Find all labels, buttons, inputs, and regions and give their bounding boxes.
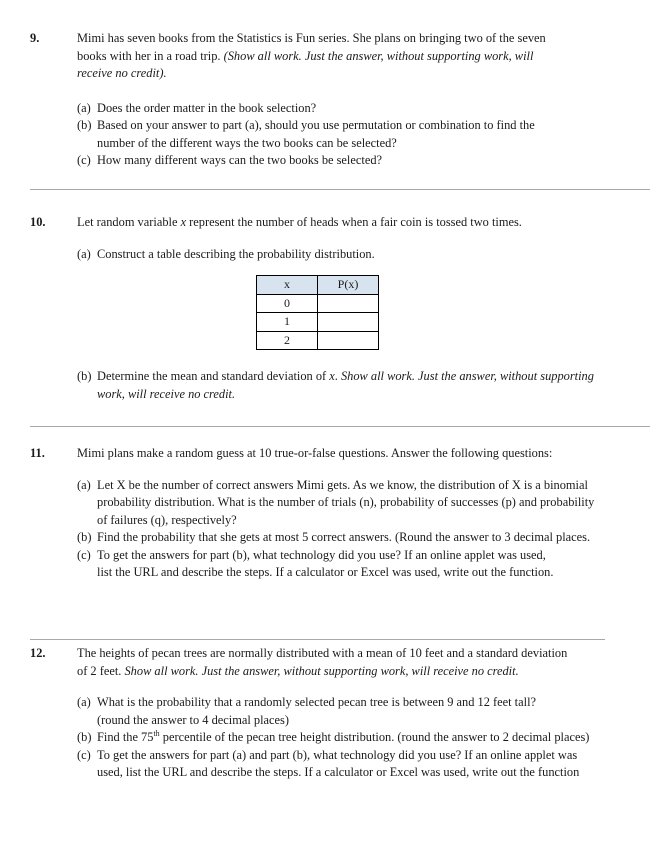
- subquestion-label: (a): [77, 477, 91, 492]
- subquestion-text: Determine the mean and standard deviation of: [97, 369, 330, 383]
- question-stem-line: [77, 65, 650, 83]
- column-header-px: P(x): [318, 276, 379, 295]
- stem-instruction: receive no credit).: [77, 66, 167, 80]
- subquestion-text: .: [334, 369, 341, 383]
- cell-x: 1: [257, 313, 318, 332]
- subquestion-b: [77, 117, 650, 152]
- subquestion-text: Let X be the number of correct answers Mimi gets. As we know, the distribution of X is a binomial: [97, 477, 588, 492]
- subquestion-variable: x: [329, 369, 335, 383]
- table-row: [257, 331, 379, 350]
- subquestion-text: Construct a table describing the probability distribution.: [97, 246, 375, 261]
- stem-text: represent the number of heads when a fair coin is tossed two times.: [186, 215, 522, 229]
- ordinal-suffix: th: [153, 728, 160, 738]
- stem-text: Let random variable: [77, 215, 181, 229]
- question-stem-line: [77, 214, 650, 232]
- subquestion-label: (c): [77, 747, 91, 762]
- subquestion-text: Does the order matter in the book selection?: [97, 100, 317, 115]
- table-row: [257, 313, 379, 332]
- stem-text: of 2 feet.: [77, 663, 125, 678]
- question-body: [77, 214, 650, 263]
- subquestion-b: [77, 529, 650, 547]
- subquestion-a: [77, 694, 650, 729]
- subquestion-label: (a): [77, 100, 91, 115]
- subquestion-text: of failures (q), respectively?: [97, 512, 237, 527]
- subquestion-text: Based on your answer to part (a), should you use permutation or combination to find the: [97, 118, 535, 132]
- subquestion-label: (b): [77, 530, 92, 544]
- question-stem-line: [77, 663, 650, 681]
- subquestion-a: [77, 100, 650, 118]
- subquestion-label: (a): [77, 695, 91, 709]
- stem-instruction: (Show all work. Just the answer, without supporting work, will: [223, 48, 534, 63]
- section-divider: [30, 426, 650, 427]
- subquestion-c: [77, 152, 650, 170]
- question-number: 12.: [30, 646, 46, 660]
- cell-px[interactable]: [318, 331, 379, 350]
- question-stem-line: Mimi plans make a random guess at 10 true-or-false questions. Answer the following questions:: [77, 446, 553, 460]
- subquestion-label: (b): [77, 118, 92, 132]
- cell-px[interactable]: [318, 294, 379, 313]
- subquestion-text: list the URL and describe the steps. If a calculator or Excel was used, write out the function.: [97, 565, 554, 579]
- question-body: [77, 30, 650, 170]
- section-divider: [30, 189, 650, 190]
- subquestion-text: Find the probability that she gets at most 5 correct answers. (Round the answer to 3 decimal places.: [97, 530, 591, 544]
- section-divider: [30, 639, 605, 640]
- subquestion-c: [77, 747, 650, 782]
- question-stem-line: Mimi has seven books from the Statistics is Fun series. She plans on bringing two of the seven: [77, 31, 546, 45]
- subquestion-text: (round the answer to 4 decimal places): [97, 712, 289, 727]
- subquestion-label: (a): [77, 246, 91, 261]
- subquestion-text: number of the different ways the two books can be selected?: [97, 135, 397, 150]
- stem-variable: x: [180, 215, 187, 229]
- question-body: [77, 368, 650, 403]
- cell-px[interactable]: [318, 313, 379, 332]
- subquestion-instruction: work, will receive no credit.: [97, 386, 236, 401]
- subquestion-b: [77, 368, 650, 403]
- subquestion-label: (c): [77, 153, 91, 167]
- subquestion-label: (b): [77, 369, 92, 383]
- subquestion-label: (c): [77, 547, 91, 562]
- question-body: [77, 445, 650, 582]
- subquestion-label: (b): [77, 730, 92, 744]
- subquestion-text: probability distribution. What is the number of trials (n), probability of successes (p) and probability: [97, 495, 595, 509]
- question-number: 9.: [30, 31, 40, 45]
- subquestion-a: [77, 477, 650, 530]
- question-number: 11.: [30, 446, 45, 460]
- table-row: [257, 294, 379, 313]
- question-number: 10.: [30, 215, 46, 229]
- subquestion-a: [77, 246, 650, 264]
- subquestion-c: [77, 547, 650, 582]
- subquestion-text: Find the 75: [97, 730, 154, 744]
- question-stem-line: [77, 48, 650, 66]
- subquestion-instruction: Show all work. Just the answer, without supporting: [340, 369, 594, 383]
- table-header-row: [257, 276, 379, 295]
- subquestion-b: [77, 729, 650, 747]
- subquestion-text: percentile of the pecan tree height distribution. (round the answer to 2 decimal places): [159, 730, 590, 744]
- column-header-x: x: [257, 276, 318, 295]
- cell-x: 2: [257, 331, 318, 350]
- question-body: [77, 645, 650, 782]
- question-stem-line: The heights of pecan trees are normally distributed with a mean of 10 feet and a standard deviation: [77, 646, 568, 660]
- cell-x: 0: [257, 294, 318, 313]
- subquestion-text: To get the answers for part (b), what technology did you use? If an online applet was used,: [97, 547, 546, 562]
- subquestion-text: How many different ways can the two books be selected?: [97, 153, 383, 167]
- stem-instruction: Show all work. Just the answer, without supporting work, will receive no credit.: [124, 663, 519, 678]
- subquestion-text: What is the probability that a randomly selected pecan tree is between 9 and 12 feet tall?: [97, 695, 537, 709]
- stem-text: books with her in a road trip.: [77, 48, 224, 63]
- subquestion-text: To get the answers for part (a) and part (b), what technology did you use? If an online applet was: [97, 747, 578, 762]
- probability-distribution-table: [256, 275, 379, 350]
- subquestion-text: used, list the URL and describe the steps. If a calculator or Excel was used, write out the function: [97, 765, 580, 779]
